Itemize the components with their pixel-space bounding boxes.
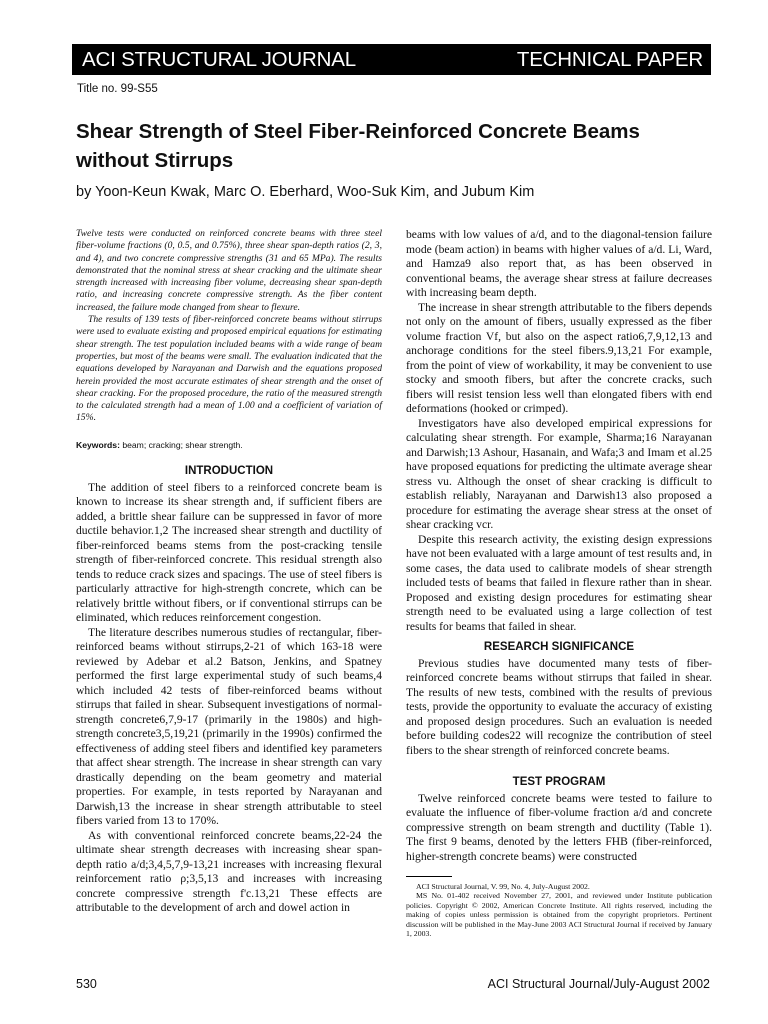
- journal-banner: [72, 44, 711, 75]
- abstract-paragraph-2: The results of 139 tests of fiber-reinforced concrete beams without stirrups were used to evaluate existing and proposed empirical equations for estimating shear strength. The test population included beams with a wide range of beam properties, but most of the beams were small. The evaluation indicated that the equations developed by Narayanan and Darwish and the equations proposed herein provided the most accurate estimates of shear strength and the onset of shear cracking. For the proposed procedure, the ratio of the measured strength to the calculated strength had a mean of 1.00 and a coefficient of variation of 15%.: [76, 314, 382, 424]
- title-number: Title no. 99-S55: [77, 83, 158, 95]
- test-program-paragraph: Twelve reinforced concrete beams were tested to failure to evaluate the influence of fiber-volume fraction a/d and concrete compressive strength on beam strength and ductility (Table 1). The first 9 beams, denoted by the letters FHB (fiber-reinforced, higher-strength concrete beams) were constructed: [406, 791, 712, 863]
- introduction-paragraph-1: The addition of steel fibers to a reinforced concrete beam is known to increase its shear strength and, if sufficient fibers are added, a brittle shear failure can be suppressed in favor of more ductile behavior.1,2 The increased shear strength and ductility of fiber-reinforced beams stems from the post-cracking tensile strength of fiber-reinforced concrete. This residual strength also tends to reduce crack sizes and spacings. The use of steel fibers is particularly attractive for high-strength concrete, which can be relatively brittle without fibers, or if conventional stirrups can be eliminated, which reduces reinforcement congestion.: [76, 480, 382, 625]
- test-program-heading: TEST PROGRAM: [512, 776, 606, 788]
- keywords-text: beam; cracking; shear strength.: [122, 439, 243, 450]
- journal-name: ACI STRUCTURAL JOURNAL: [82, 47, 356, 71]
- page-number: 530: [76, 977, 97, 991]
- footer-journal-issue: ACI Structural Journal/July-August 2002: [487, 977, 710, 991]
- abstract-paragraph-1: Twelve tests were conducted on reinforced concrete beams with three steel fiber-volume fractions (0, 0.5, and 0.75%), three shear span-depth ratios (2, 3, and 4), and two concrete compressive strengths (31 and 65 MPa). The results demonstrated that the nominal stress at shear cracking and the ultimate shear strength increased with increasing fiber volume, decreasing shear span-depth ratio, and increasing concrete compressive strength. As the fiber content increased, the failure mode changed from shear to flexure.: [76, 228, 382, 313]
- introduction-body: [76, 481, 382, 916]
- author-list: by Yoon-Keun Kwak, Marc O. Eberhard, Woo-Suk Kim, and Jubum Kim: [76, 184, 535, 200]
- footnote-divider: [406, 876, 452, 877]
- footnote: [406, 882, 712, 938]
- research-significance-heading: RESEARCH SIGNIFICANCE: [483, 641, 635, 653]
- right-column: [406, 228, 712, 938]
- introduction-paragraph-7: Despite this research activity, the existing design expressions have not been evaluated with a large amount of test results and, in some cases, the data used to calibrate models of shear strength included tests of beams that failed in flexure rather than in shear. Proposed and existing design procedures for estimating shear strength need to be evaluated using a large collection of test results for beams that failed in shear.: [406, 532, 712, 633]
- keywords: [76, 438, 382, 453]
- keywords-label: Keywords:: [76, 439, 120, 450]
- test-program-body: [406, 792, 712, 865]
- left-column: [76, 228, 382, 916]
- research-significance-body: [406, 657, 712, 759]
- abstract: [76, 228, 382, 425]
- footnote-line-2: MS No. 01-402 received November 27, 2001, and reviewed under Institute publication policies. Copyright © 2002, American Concrete Institute. All rights reserved, including the making of copies unless permission is obtained from the copyright proprietors. Pertinent discussion will be published in the May-June 2003 ACI Structural Journal if received by January 1, 2003.: [406, 891, 712, 939]
- introduction-continued: [406, 228, 712, 634]
- section-gap: [406, 758, 712, 769]
- footnote-line-1: ACI Structural Journal, V. 99, No. 4, July-August 2002.: [416, 882, 590, 891]
- introduction-heading: INTRODUCTION: [184, 465, 274, 478]
- introduction-paragraph-2: The literature describes numerous studies of rectangular, fiber-reinforced beams without stirrups,2-21 of which 163-18 were reviewed by Adebar et al.2 Batson, Jenkins, and Spatney performed the first large experimental study of such beams,4 which included 42 tests of fiber-reinforced beams without stirrups that failed in shear. Subsequent investigations of normal-strength concrete6,7,9-17 (primarily in the 1980s) and high-strength concrete3,5,19,21 (primarily in the 1990s) confirmed the effectiveness of adding steel fibers and identified key parameters that affect shear strength. The increase in shear strength can vary drastically depending on the beam geometry and material properties. For example, in tests reported by Narayanan and Darwish,13 the increase in shear strength attributable to steel fibers varied from 13 to 170%.: [76, 625, 382, 828]
- research-significance-paragraph: Previous studies have documented many tests of fiber-reinforced concrete beams without stirrups that failed in shear. The results of new tests, combined with the results of previous tests, provide the opportunity to evaluate the accuracy of existing and proposed design procedures. Such an evaluation is needed before building codes22 will recognize the contribution of steel fibers to the shear strength of reinforced concrete beams.: [406, 656, 712, 757]
- introduction-paragraph-5: The increase in shear strength attributable to the fibers depends not only on the amount of fibers, usually expressed as the fiber volume fraction Vf, but also on the aspect ratio6,7,9,12,13 and anchorage conditions for the steel fibers.9,13,21 For example, from the point of view of workability, it may be convenient to use stocky and smooth fibers, but after the concrete cracks, such fibers will resist tension less well than elongated fibers with end deformations (hooked or crimped).: [406, 300, 712, 415]
- introduction-paragraph-6: Investigators have also developed empirical expressions for calculating shear strength. For example, Sharma;16 Narayanan and Darwish;13 Ashour, Hasanain, and Wafa;3 and Imam et al.25 have proposed equations for predicting the ultimate average shear stress vu. Although the onset of shear cracking is difficult to establish reliably, Narayanan and Darwish13 also proposed a procedure for estimating the average shear stress at the onset of shear cracking vcr.: [406, 416, 712, 531]
- paper-type: TECHNICAL PAPER: [516, 47, 703, 71]
- introduction-paragraph-3: As with conventional reinforced concrete beams,22-24 the ultimate shear strength decreases with increasing shear span-depth ratio a/d;3,4,5,7,9-13,21 increases with increasing flexural reinforcement ratio ρ;3,5,13 and increases with increasing concrete compressive strength f'c.13,21 These effects are attributable to the development of arch and dowel action in: [76, 828, 382, 915]
- paper-title: Shear Strength of Steel Fiber-Reinforced Concrete Beams without Stirrups: [76, 120, 640, 172]
- introduction-paragraph-4: beams with low values of a/d, and to the diagonal-tension failure mode (beam action) in beams with higher values of a/d. Li, Ward, and Hamza9 also report that, as has been observed in conventional beams, the average shear stress at failure decreases with increasing beam depth.: [406, 228, 712, 299]
